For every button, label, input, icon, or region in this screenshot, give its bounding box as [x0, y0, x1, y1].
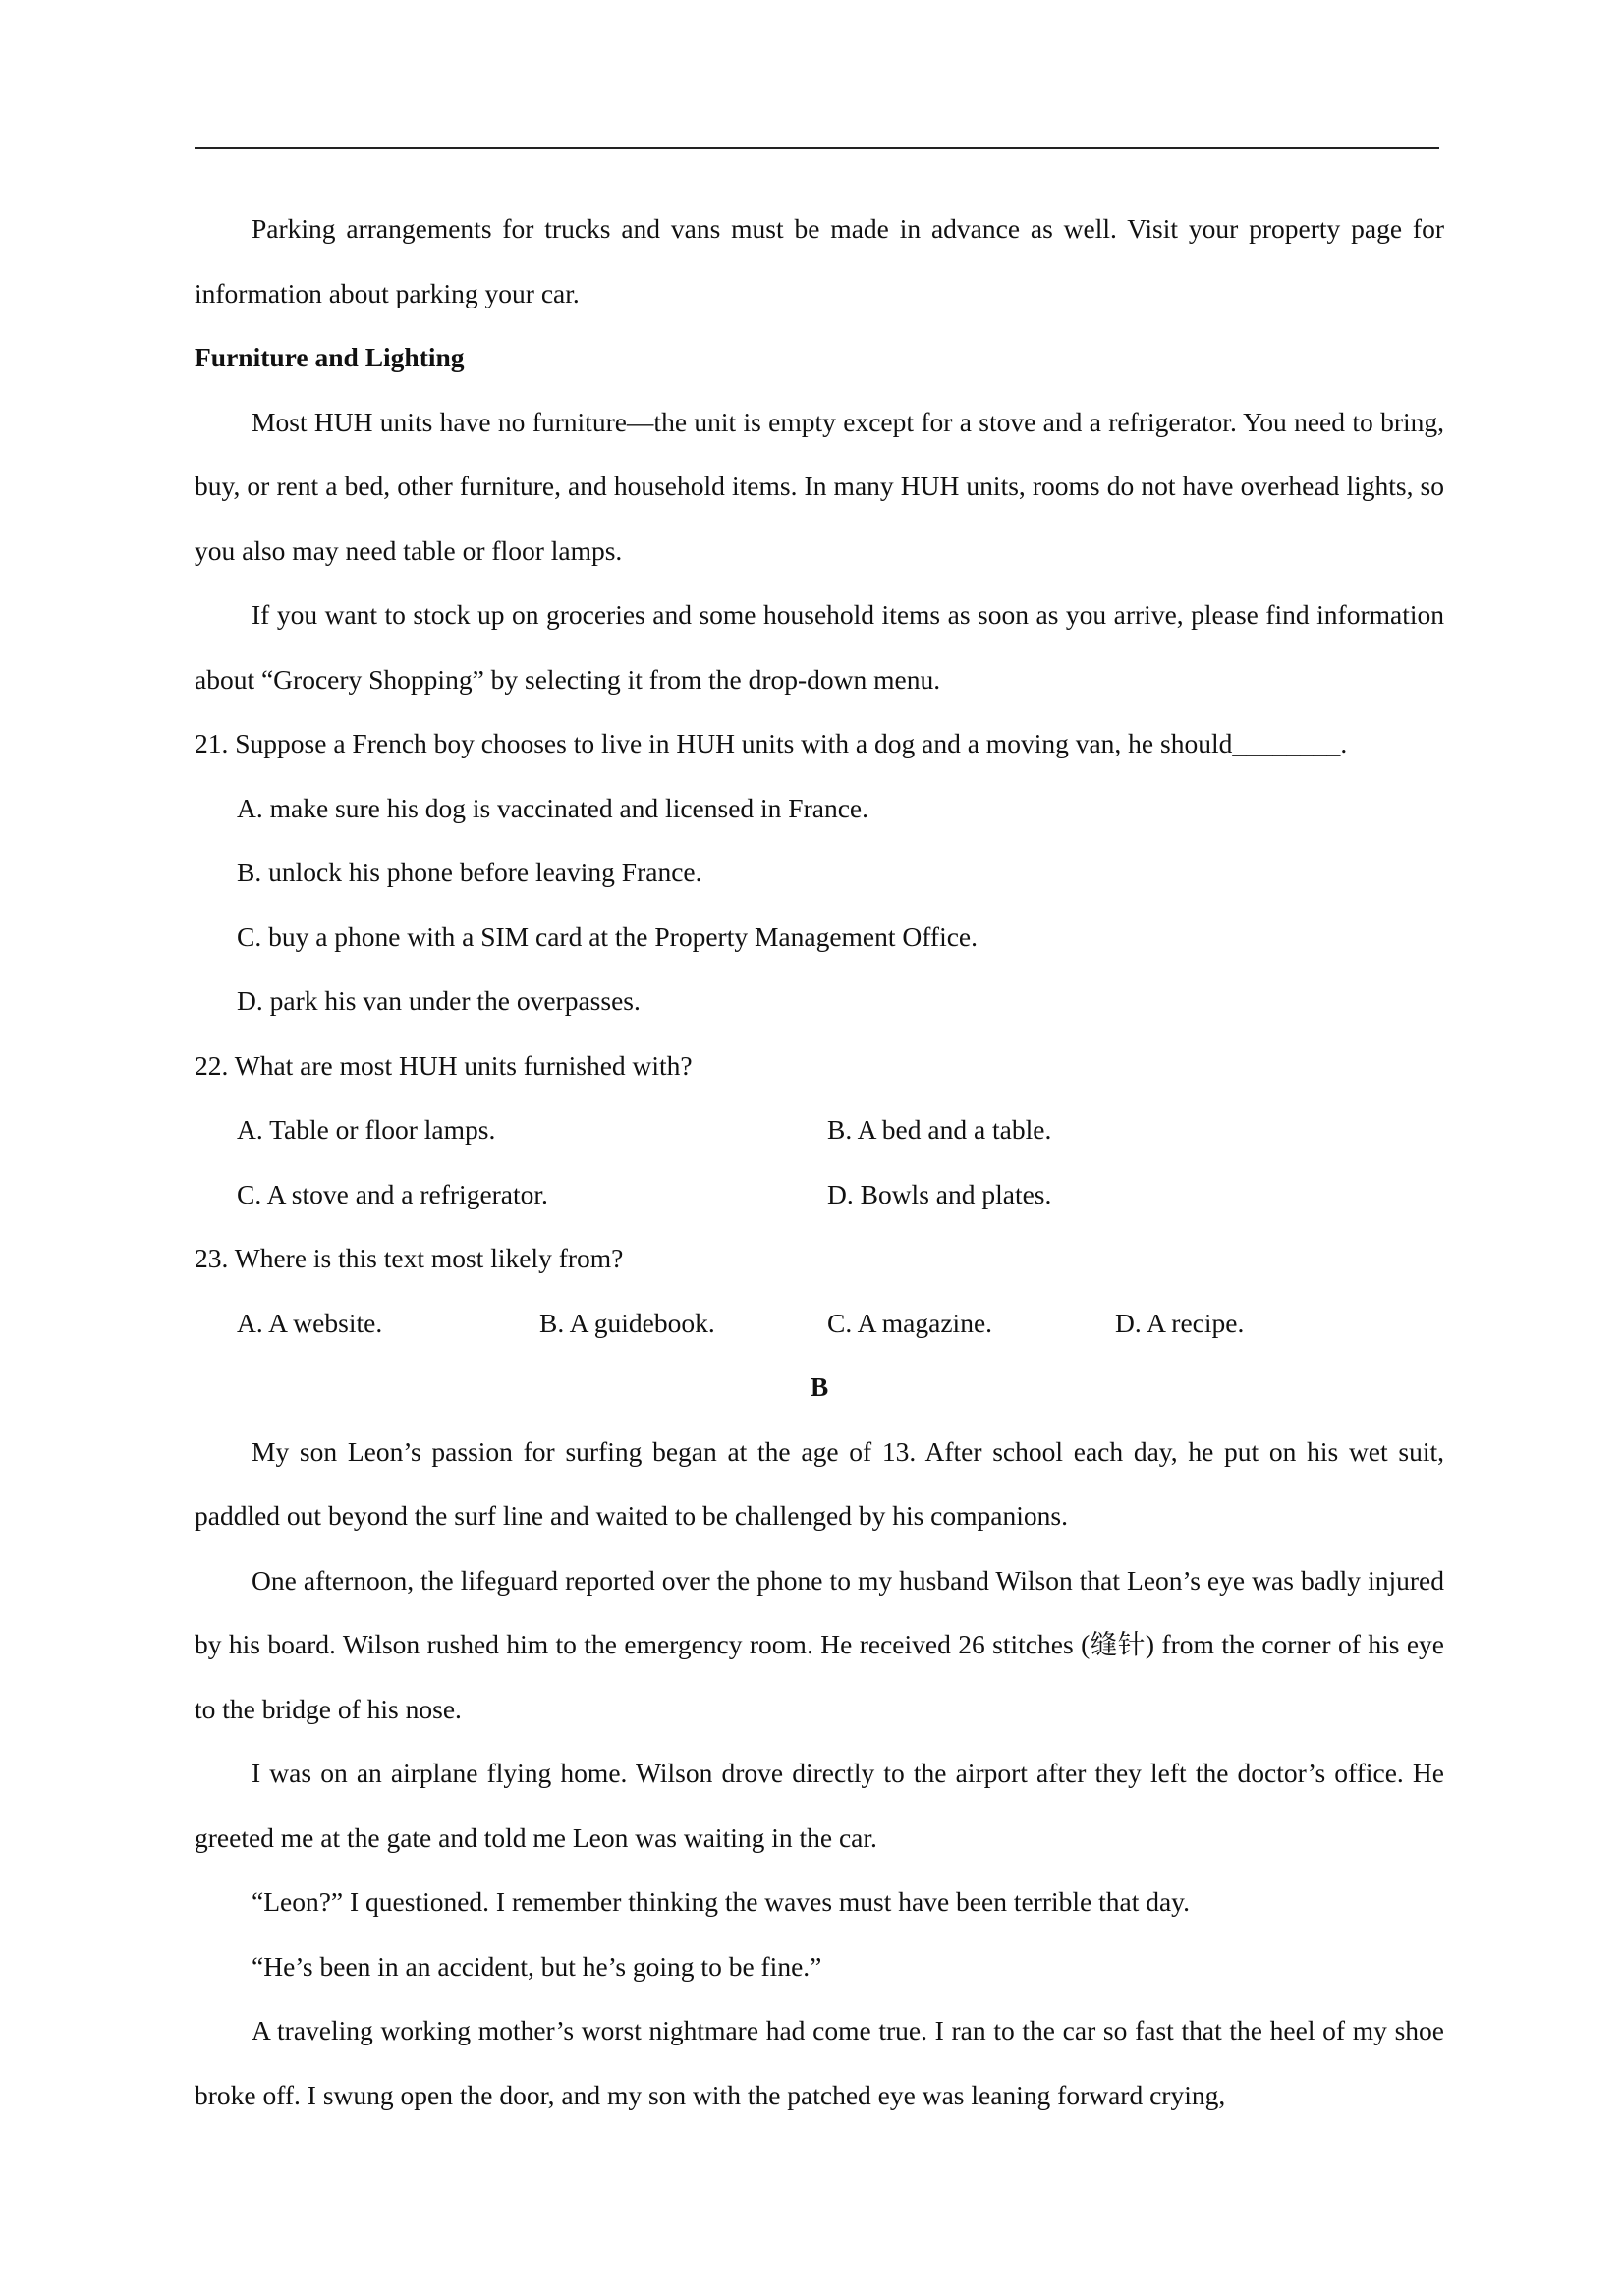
paragraph-furniture: Most HUH units have no furniture—the unit is empty except for a stove and a refrigerator. You need to bring, buy, or rent a bed, other furniture, and household items. In many HUH units, rooms do not have overhead lights, so you also may need table or floor lamps. [195, 406, 1444, 566]
passage-b-paragraph: My son Leon’s passion for surfing began at the age of 13. After school each day, he put on his wet suit, paddled out beyond the surf line and waited to be challenged by his companions. [195, 1435, 1444, 1531]
question-22-stem: 22. What are most HUH units furnished with? [195, 1049, 693, 1081]
question-23-stem: 23. Where is this text most likely from? [195, 1243, 624, 1273]
passage-b-paragraph: “He’s been in an accident, but he’s going to be fine.” [252, 1950, 822, 1982]
question-22-option-a: A. Table or floor lamps. [237, 1114, 496, 1145]
passage-b-paragraph: One afternoon, the lifeguard reported over the phone to my husband Wilson that Leon’s eye was badly injured by his board. Wilson rushed him to the emergency room. He received 26 stitches (缝针) from the corner of his eye to the bridge of his nose. [195, 1564, 1444, 1724]
passage-b-paragraph: “Leon?” I questioned. I remember thinking the waves must have been terrible that day. [252, 1886, 1191, 1917]
question-23-option-a: A. A website. [237, 1307, 383, 1338]
question-21-option-a: A. make sure his dog is vaccinated and licensed in France. [237, 792, 868, 823]
paragraph-grocery: If you want to stock up on groceries and some household items as soon as you arrive, please find information about “Grocery Shopping” by selecting it from the drop-down menu. [195, 599, 1444, 695]
passage-b-title: B [810, 1372, 829, 1402]
question-22-option-c: C. A stove and a refrigerator. [237, 1178, 548, 1209]
question-23-options [195, 1291, 1444, 1356]
question-21-option-d: D. park his van under the overpasses. [237, 985, 641, 1016]
question-23-option-c: C. A magazine. [827, 1307, 993, 1338]
paragraph-parking: Parking arrangements for trucks and vans must be made in advance as well. Visit your property page for information about parking your car. [195, 213, 1444, 308]
question-21-option-b: B. unlock his phone before leaving France. [237, 857, 702, 887]
question-22-options [195, 1097, 1444, 1226]
passage-b-paragraph: I was on an airplane flying home. Wilson drove directly to the airport after they left the doctor’s office. He greeted me at the gate and told me Leon was waiting in the car. [195, 1758, 1444, 1853]
question-21-stem: 21. Suppose a French boy chooses to live in HUH units with a dog and a moving van, he should________. [195, 728, 1348, 758]
passage-b-paragraph: A traveling working mother’s worst nightmare had come true. I ran to the car so fast that the heel of my shoe broke off. I swung open the door, and my son with the patched eye was leaning forward crying, [195, 2015, 1444, 2110]
section-heading-furniture: Furniture and Lighting [195, 342, 465, 372]
page-content [195, 196, 1444, 2127]
question-23-option-d: D. A recipe. [1115, 1307, 1245, 1338]
question-22-option-d: D. Bowls and plates. [827, 1178, 1052, 1209]
question-23-option-b: B. A guidebook. [539, 1307, 715, 1338]
question-21-option-c: C. buy a phone with a SIM card at the Property Management Office. [237, 921, 979, 952]
header-rule [195, 147, 1439, 149]
question-22-option-b: B. A bed and a table. [827, 1114, 1052, 1145]
